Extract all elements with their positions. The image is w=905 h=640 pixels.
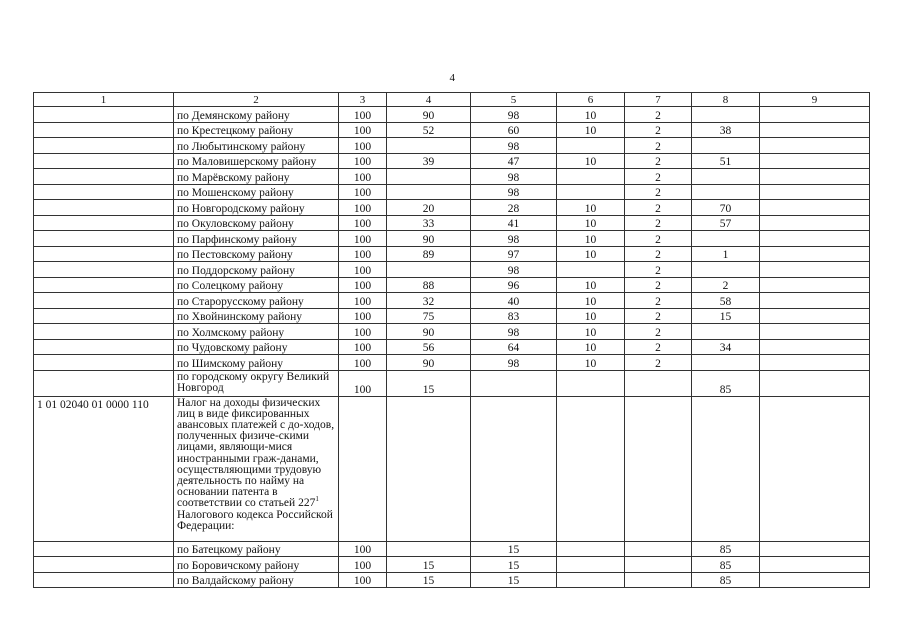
value-cell-c5: 40 — [471, 293, 557, 309]
column-header: 4 — [387, 93, 471, 107]
table-row — [34, 355, 870, 371]
budget-code-cell — [34, 324, 174, 340]
value-cell-c7: 2 — [625, 355, 692, 371]
value-cell-c4: 90 — [387, 107, 471, 123]
value-cell-c4: 90 — [387, 324, 471, 340]
value-cell-c7: 2 — [625, 293, 692, 309]
value-cell-c8 — [692, 262, 760, 278]
district-name-cell: по Старорусскому району — [174, 293, 339, 309]
value-cell-c5: 47 — [471, 153, 557, 169]
value-cell-c6 — [557, 184, 625, 200]
value-cell-c9 — [760, 122, 870, 138]
value-cell-c7 — [625, 557, 692, 573]
value-cell-c9 — [760, 277, 870, 293]
value-cell-c6: 10 — [557, 277, 625, 293]
value-cell-c6: 10 — [557, 308, 625, 324]
value-cell-c4: 56 — [387, 339, 471, 355]
value-cell-c5: 83 — [471, 308, 557, 324]
value-cell-c3: 100 — [339, 355, 387, 371]
value-cell-c5: 98 — [471, 355, 557, 371]
table-row — [34, 169, 870, 185]
column-header: 8 — [692, 93, 760, 107]
value-cell-c9 — [760, 293, 870, 309]
value-cell-c6: 10 — [557, 107, 625, 123]
column-header: 6 — [557, 93, 625, 107]
value-cell-c4 — [387, 138, 471, 154]
district-name-cell: по Маловишерскому району — [174, 153, 339, 169]
budget-code-cell — [34, 293, 174, 309]
value-cell-c5: 15 — [471, 557, 557, 573]
budget-classification-code: 1 01 02040 01 0000 110 — [34, 396, 174, 541]
value-cell-c9 — [760, 246, 870, 262]
value-cell-c6 — [557, 557, 625, 573]
value-cell-c8 — [692, 107, 760, 123]
value-cell-c4: 90 — [387, 231, 471, 247]
value-cell-c8: 85 — [692, 541, 760, 557]
table-row — [34, 572, 870, 588]
budget-code-cell — [34, 122, 174, 138]
value-cell-c6: 10 — [557, 339, 625, 355]
value-cell-c9 — [760, 308, 870, 324]
district-name-cell: по Мошенскому району — [174, 184, 339, 200]
district-name-cell: по Пестовскому району — [174, 246, 339, 262]
value-cell-c3: 100 — [339, 138, 387, 154]
budget-code-cell — [34, 572, 174, 588]
district-name-cell: по Хвойнинскому району — [174, 308, 339, 324]
district-name-cell: по Боровичскому району — [174, 557, 339, 573]
value-cell-c3: 100 — [339, 184, 387, 200]
value-cell-c9 — [760, 572, 870, 588]
value-cell-c4: 88 — [387, 277, 471, 293]
table-row — [34, 293, 870, 309]
value-cell-c6: 10 — [557, 246, 625, 262]
budget-code-cell — [34, 184, 174, 200]
value-cell-c5: 41 — [471, 215, 557, 231]
district-name-cell: по Окуловскому району — [174, 215, 339, 231]
district-name-cell: по Чудовскому району — [174, 339, 339, 355]
budget-code-cell — [34, 308, 174, 324]
value-cell-c9 — [760, 200, 870, 216]
value-cell-c9 — [760, 541, 870, 557]
value-cell-c4: 15 — [387, 557, 471, 573]
budget-code-cell — [34, 370, 174, 396]
value-cell-c5: 98 — [471, 262, 557, 278]
value-cell-c3: 100 — [339, 557, 387, 573]
value-cell-c4: 20 — [387, 200, 471, 216]
empty-value-cell — [557, 396, 625, 541]
value-cell-c9 — [760, 107, 870, 123]
value-cell-c7: 2 — [625, 169, 692, 185]
value-cell-c8: 85 — [692, 572, 760, 588]
budget-code-cell — [34, 541, 174, 557]
value-cell-c6: 10 — [557, 200, 625, 216]
value-cell-c8 — [692, 184, 760, 200]
value-cell-c3: 100 — [339, 541, 387, 557]
value-cell-c7: 2 — [625, 262, 692, 278]
budget-code-cell — [34, 153, 174, 169]
value-cell-c4 — [387, 184, 471, 200]
value-cell-c6 — [557, 262, 625, 278]
value-cell-c5: 15 — [471, 572, 557, 588]
value-cell-c4 — [387, 169, 471, 185]
value-cell-c8 — [692, 231, 760, 247]
budget-distribution-table — [33, 92, 870, 588]
table-row — [34, 122, 870, 138]
value-cell-c4: 39 — [387, 153, 471, 169]
value-cell-c6 — [557, 572, 625, 588]
table-row — [34, 184, 870, 200]
empty-value-cell — [760, 396, 870, 541]
district-name-cell: по Солецкому району — [174, 277, 339, 293]
value-cell-c3: 100 — [339, 293, 387, 309]
value-cell-c8: 70 — [692, 200, 760, 216]
value-cell-c3: 100 — [339, 215, 387, 231]
value-cell-c8 — [692, 324, 760, 340]
value-cell-c5 — [471, 370, 557, 396]
value-cell-c3: 100 — [339, 324, 387, 340]
empty-value-cell — [339, 396, 387, 541]
table-row — [34, 262, 870, 278]
value-cell-c9 — [760, 231, 870, 247]
value-cell-c3: 100 — [339, 246, 387, 262]
value-cell-c7: 2 — [625, 107, 692, 123]
value-cell-c4: 15 — [387, 370, 471, 396]
value-cell-c7 — [625, 572, 692, 588]
value-cell-c7: 2 — [625, 246, 692, 262]
value-cell-c5: 97 — [471, 246, 557, 262]
value-cell-c9 — [760, 153, 870, 169]
value-cell-c6: 10 — [557, 324, 625, 340]
table-row — [34, 231, 870, 247]
table-row — [34, 138, 870, 154]
value-cell-c4: 32 — [387, 293, 471, 309]
budget-code-cell — [34, 262, 174, 278]
budget-code-cell — [34, 107, 174, 123]
value-cell-c7: 2 — [625, 215, 692, 231]
article-superscript: 1 — [315, 495, 319, 504]
table-row — [34, 200, 870, 216]
value-cell-c5: 98 — [471, 138, 557, 154]
value-cell-c3: 100 — [339, 308, 387, 324]
value-cell-c3: 100 — [339, 107, 387, 123]
value-cell-c4 — [387, 541, 471, 557]
value-cell-c9 — [760, 370, 870, 396]
value-cell-c5: 28 — [471, 200, 557, 216]
value-cell-c7: 2 — [625, 277, 692, 293]
value-cell-c6: 10 — [557, 122, 625, 138]
value-cell-c3: 100 — [339, 370, 387, 396]
value-cell-c5: 98 — [471, 107, 557, 123]
value-cell-c9 — [760, 262, 870, 278]
value-cell-c6 — [557, 370, 625, 396]
value-cell-c5: 98 — [471, 169, 557, 185]
value-cell-c4: 90 — [387, 355, 471, 371]
empty-value-cell — [387, 396, 471, 541]
value-cell-c8: 38 — [692, 122, 760, 138]
tax-description-tail: Налогового кодекса Российской Федерации: — [177, 508, 333, 532]
value-cell-c5: 15 — [471, 541, 557, 557]
value-cell-c9 — [760, 339, 870, 355]
district-name-cell: по Валдайскому району — [174, 572, 339, 588]
value-cell-c3: 100 — [339, 277, 387, 293]
tax-description — [174, 396, 339, 541]
value-cell-c6: 10 — [557, 293, 625, 309]
value-cell-c4: 52 — [387, 122, 471, 138]
value-cell-c6: 10 — [557, 153, 625, 169]
value-cell-c5: 98 — [471, 231, 557, 247]
page-number: 4 — [449, 72, 456, 84]
value-cell-c9 — [760, 169, 870, 185]
value-cell-c5: 96 — [471, 277, 557, 293]
district-name-cell: по Батецкому району — [174, 541, 339, 557]
value-cell-c7: 2 — [625, 153, 692, 169]
value-cell-c7 — [625, 370, 692, 396]
value-cell-c8: 85 — [692, 557, 760, 573]
value-cell-c3: 100 — [339, 200, 387, 216]
value-cell-c6: 10 — [557, 355, 625, 371]
district-name-cell: по Марёвскому району — [174, 169, 339, 185]
budget-code-cell — [34, 355, 174, 371]
value-cell-c3: 100 — [339, 153, 387, 169]
value-cell-c7: 2 — [625, 308, 692, 324]
value-cell-c7: 2 — [625, 324, 692, 340]
value-cell-c7: 2 — [625, 339, 692, 355]
value-cell-c4: 15 — [387, 572, 471, 588]
value-cell-c6 — [557, 541, 625, 557]
value-cell-c3: 100 — [339, 339, 387, 355]
value-cell-c8: 15 — [692, 308, 760, 324]
district-name-cell: по Поддорскому району — [174, 262, 339, 278]
table-row — [34, 153, 870, 169]
budget-code-cell — [34, 246, 174, 262]
value-cell-c8: 57 — [692, 215, 760, 231]
column-number-row — [34, 93, 870, 107]
value-cell-c7: 2 — [625, 200, 692, 216]
value-cell-c8: 85 — [692, 370, 760, 396]
value-cell-c4 — [387, 262, 471, 278]
value-cell-c7 — [625, 541, 692, 557]
value-cell-c6 — [557, 138, 625, 154]
district-name-cell: по Шимскому району — [174, 355, 339, 371]
empty-value-cell — [692, 396, 760, 541]
district-name-cell: по Холмскому району — [174, 324, 339, 340]
table-row — [34, 246, 870, 262]
table-row — [34, 541, 870, 557]
value-cell-c6: 10 — [557, 215, 625, 231]
value-cell-c9 — [760, 184, 870, 200]
table-row — [34, 308, 870, 324]
value-cell-c9 — [760, 324, 870, 340]
value-cell-c3: 100 — [339, 169, 387, 185]
value-cell-c9 — [760, 138, 870, 154]
column-header: 2 — [174, 93, 339, 107]
budget-code-cell — [34, 200, 174, 216]
district-name-cell: по Крестецкому району — [174, 122, 339, 138]
value-cell-c3: 100 — [339, 122, 387, 138]
budget-code-cell — [34, 215, 174, 231]
district-name-cell: по Парфинскому району — [174, 231, 339, 247]
column-header: 1 — [34, 93, 174, 107]
budget-code-cell — [34, 169, 174, 185]
value-cell-c4: 75 — [387, 308, 471, 324]
column-header: 9 — [760, 93, 870, 107]
empty-value-cell — [625, 396, 692, 541]
value-cell-c9 — [760, 557, 870, 573]
value-cell-c8: 2 — [692, 277, 760, 293]
table-row — [34, 557, 870, 573]
district-name-cell: по Новгородскому району — [174, 200, 339, 216]
value-cell-c4: 33 — [387, 215, 471, 231]
value-cell-c8 — [692, 169, 760, 185]
value-cell-c7: 2 — [625, 231, 692, 247]
value-cell-c5: 98 — [471, 324, 557, 340]
value-cell-c6 — [557, 169, 625, 185]
value-cell-c6: 10 — [557, 231, 625, 247]
budget-code-cell — [34, 138, 174, 154]
table-row — [34, 277, 870, 293]
value-cell-c8 — [692, 138, 760, 154]
value-cell-c3: 100 — [339, 231, 387, 247]
value-cell-c5: 60 — [471, 122, 557, 138]
budget-code-cell — [34, 277, 174, 293]
column-header: 3 — [339, 93, 387, 107]
budget-code-cell — [34, 231, 174, 247]
tax-category-row — [34, 396, 870, 541]
value-cell-c8: 1 — [692, 246, 760, 262]
value-cell-c7: 2 — [625, 138, 692, 154]
district-name-cell: по Демянскому району — [174, 107, 339, 123]
budget-code-cell — [34, 339, 174, 355]
tax-description-text: Налог на доходы физических лиц в виде фиксированных авансовых платежей с до-ходов, полученных физиче-скими лицами, являющи-мися иностранными граж-данами, осуществляющими трудовую деятельность по найму на основании патента в соответствии со статьей 227 — [177, 396, 335, 510]
value-cell-c8: 58 — [692, 293, 760, 309]
value-cell-c3: 100 — [339, 262, 387, 278]
value-cell-c3: 100 — [339, 572, 387, 588]
value-cell-c4: 89 — [387, 246, 471, 262]
district-name-cell: по городскому округу Великий Новгород — [174, 370, 339, 396]
value-cell-c7: 2 — [625, 122, 692, 138]
table-row — [34, 324, 870, 340]
value-cell-c7: 2 — [625, 184, 692, 200]
column-header: 5 — [471, 93, 557, 107]
value-cell-c5: 64 — [471, 339, 557, 355]
value-cell-c5: 98 — [471, 184, 557, 200]
table-row — [34, 339, 870, 355]
value-cell-c9 — [760, 215, 870, 231]
value-cell-c8: 34 — [692, 339, 760, 355]
column-header: 7 — [625, 93, 692, 107]
budget-code-cell — [34, 557, 174, 573]
value-cell-c8: 51 — [692, 153, 760, 169]
table-row — [34, 107, 870, 123]
table-row — [34, 370, 870, 396]
value-cell-c8 — [692, 355, 760, 371]
table-row — [34, 215, 870, 231]
district-name-cell: по Любытинскому району — [174, 138, 339, 154]
value-cell-c9 — [760, 355, 870, 371]
empty-value-cell — [471, 396, 557, 541]
